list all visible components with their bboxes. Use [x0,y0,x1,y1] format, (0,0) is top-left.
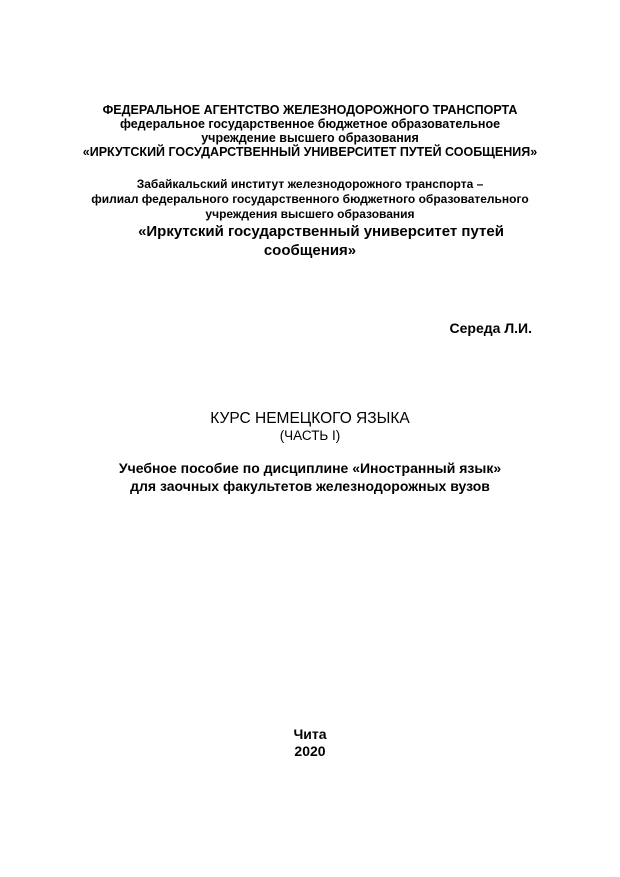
branch-type-line-1: филиал федерального государственного бюджетного образовательного [91,192,529,206]
agency-name: ФЕДЕРАЛЬНОЕ АГЕНТСТВО ЖЕЛЕЗНОДОРОЖНОГО ТРАНСПОРТА [102,103,518,117]
publication-city: Чита [293,726,327,742]
branch-name: Забайкальский институт железнодорожного транспорта – [136,177,484,191]
course-part: (ЧАСТЬ I) [279,428,341,443]
university-name: «ИРКУТСКИЙ ГОСУДАРСТВЕННЫЙ УНИВЕРСИТЕТ ПУТЕЙ СООБЩЕНИЯ» [82,145,538,159]
publication-info [0,726,620,760]
branch-university-line-1: «Иркутский государственный университет путей [138,223,504,240]
institution-type-line-1: федеральное государственное бюджетное образовательное [119,117,501,131]
document-title [0,410,620,444]
institution-type-line-2: учреждение высшего образования [201,131,419,145]
description-line-1: Учебное пособие по дисциплине «Иностранный язык» [118,460,502,476]
document-description [0,459,620,495]
branch-university-line-2: сообщения» [263,242,357,259]
branch-header [0,177,620,260]
institution-header [0,103,620,159]
branch-type-line-2: учреждения высшего образования [205,207,415,221]
publication-year: 2020 [294,743,326,759]
course-title: КУРС НЕМЕЦКОГО ЯЗЫКА [210,410,410,427]
author-name: Середа Л.И. [449,320,532,336]
description-line-2: для заочных факультетов железнодорожных вузов [130,478,490,494]
